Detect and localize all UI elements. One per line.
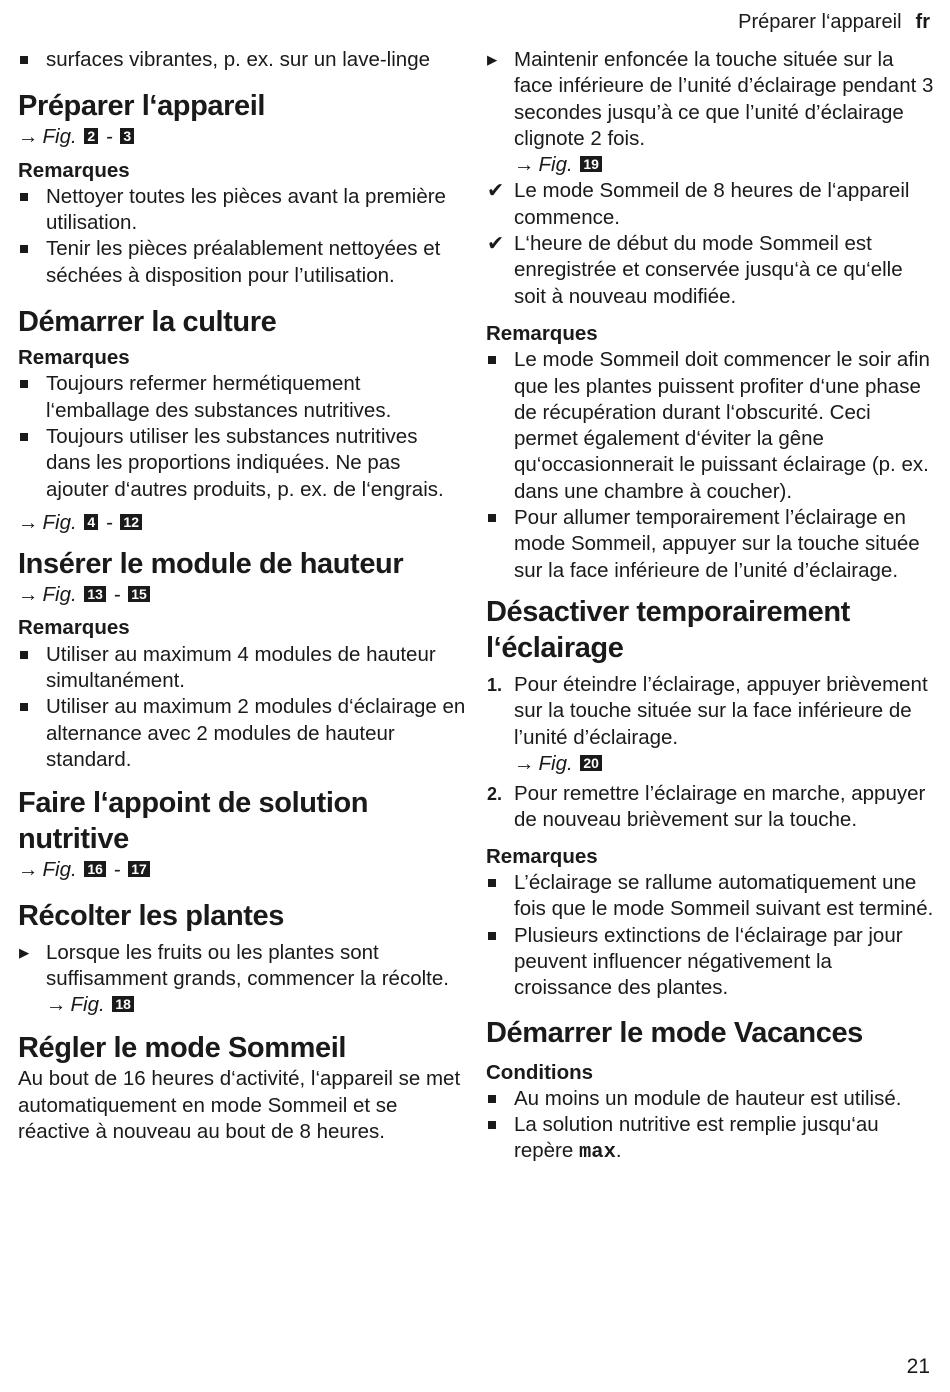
section-title-inserer-module: Insérer le module de hauteur <box>18 548 404 581</box>
list-item: Le mode Sommeil doit commencer le soir afin que les plantes puissent profiter d‘une phase de récupération durant l‘obscurité. Ceci permet également d‘éviter la gêne qu‘occasionnerait le puissant éclairage (p. ex. dans une chambre à coucher). <box>486 347 934 505</box>
fig-reference: → Fig. 2 - 3 <box>18 124 466 150</box>
fig-number: 13 <box>84 586 106 602</box>
conditions-list <box>486 1086 934 1167</box>
list-item: Nettoyer toutes les pièces avant la première utilisation. <box>18 184 466 237</box>
list-item: 2. Pour remettre l’éclairage en marche, appuyer de nouveau brièvement sur la touche. <box>487 782 926 832</box>
fig-reference: → Fig. 4 - 12 <box>18 510 466 536</box>
results-list <box>486 178 934 309</box>
numbered-steps <box>486 781 934 834</box>
remarks-list <box>18 371 466 502</box>
list-item: Au moins un module de hauteur est utilisé. <box>486 1086 934 1112</box>
remarks-list <box>18 184 466 289</box>
list-item: Utiliser au maximum 4 modules de hauteur simultanément. <box>18 642 466 695</box>
arrow-right-icon: → <box>18 510 39 534</box>
arrow-right-icon: → <box>46 993 67 1017</box>
list-item: Pour allumer temporairement l’éclairage en mode Sommeil, appuyer sur la touche située sur la face inférieure de l’unité d’éclairage. <box>486 505 934 584</box>
fig-number: 18 <box>112 996 134 1012</box>
arrow-right-icon: → <box>18 583 39 607</box>
section-title-vacances: Démarrer le mode Vacances <box>486 1016 863 1049</box>
section-title-regler-sommeil: Régler le mode Sommeil <box>18 1032 347 1065</box>
remarks-list <box>486 870 934 1001</box>
intro-list <box>18 47 466 73</box>
arrow-right-icon: → <box>514 153 535 177</box>
fig-reference: → Fig. 13 - 15 <box>18 582 466 608</box>
left-column <box>18 47 466 1145</box>
list-item: Toujours utiliser les substances nutritives dans les proportions indiquées. Ne pas ajouter d‘autres produits, p. ex. de l‘engrais. <box>18 424 466 503</box>
body-text: Au bout de 16 heures d‘activité, l‘appareil se met automatiquement en mode Sommeil et se réactive à nouveau au bout de 8 heures. <box>18 1067 461 1144</box>
list-item: 1. Pour éteindre l’éclairage, appuyer brièvement sur la touche située sur la face inférieure de l’unité d’éclairage. <box>487 672 928 749</box>
fig-number: 17 <box>128 861 150 877</box>
list-item: Utiliser au maximum 2 modules d‘éclairage en alternance avec 2 modules de hauteur standard. <box>18 694 466 773</box>
fig-reference: → Fig. 18 <box>18 992 466 1018</box>
triangle-right-icon: ▸ <box>487 48 498 71</box>
remarks-label: Remarques <box>18 346 130 370</box>
list-item: ✔ Le mode Sommeil de 8 heures de l‘appareil commence. <box>487 179 910 229</box>
fig-reference: → Fig. 16 - 17 <box>18 857 466 883</box>
triangle-right-icon: ▸ <box>19 940 30 964</box>
list-item: La solution nutritive est remplie jusqu‘au repère max. <box>486 1112 934 1167</box>
list-item: Tenir les pièces préalablement nettoyées et séchées à disposition pour l’utilisation. <box>18 236 466 289</box>
section-title-desactiver: Désactiver temporairement l‘éclairage <box>486 595 850 664</box>
section-title-preparer: Préparer l‘appareil <box>18 90 266 123</box>
remarks-label: Remarques <box>18 616 130 640</box>
remarks-list <box>486 347 934 584</box>
list-item: ✔ L‘heure de début du mode Sommeil est enregistrée et conservée jusqu‘à ce qu‘elle soit à nouveau modifiée. <box>487 232 903 308</box>
list-item: Toujours refermer hermétiquement l‘emballage des substances nutritives. <box>18 371 466 424</box>
checkmark-icon: ✔ <box>487 232 505 256</box>
arrow-right-icon: → <box>18 858 39 882</box>
numbered-steps <box>486 672 934 751</box>
remarks-label: Remarques <box>486 321 598 345</box>
list-item: surfaces vibrantes, p. ex. sur un lave-linge <box>18 47 466 73</box>
arrow-right-icon: → <box>18 125 39 149</box>
list-item: ▸ Lorsque les fruits ou les plantes sont suffisamment grands, commencer la récolte. <box>19 940 449 990</box>
fig-number: 20 <box>580 755 602 771</box>
checkmark-icon: ✔ <box>487 179 505 203</box>
list-item: Plusieurs extinctions de l‘éclairage par jour peuvent influencer négativement la croissance des plantes. <box>486 923 934 1002</box>
section-title-faire-appoint: Faire l‘appoint de solution nutritive <box>18 787 369 856</box>
fig-reference: → Fig. 20 <box>486 751 934 777</box>
steps-list <box>18 940 466 993</box>
fig-reference: → Fig. 19 <box>486 152 934 178</box>
page-number: 21 <box>906 1354 930 1378</box>
fig-number: 19 <box>580 156 602 172</box>
fig-number: 15 <box>128 586 150 602</box>
fig-number: 12 <box>120 514 142 530</box>
list-item: ▸ Maintenir enfoncée la touche située sur la face inférieure de l’unité d’éclairage pendant 3 secondes jusqu’à ce que l’unité d’éclairage clignote 2 fois. <box>487 48 934 150</box>
remarks-label: Remarques <box>486 844 598 868</box>
fig-number: 16 <box>84 861 106 877</box>
conditions-label: Conditions <box>486 1060 594 1084</box>
right-column <box>486 47 934 1167</box>
fig-number: 2 <box>84 128 98 144</box>
fig-number: 4 <box>84 514 98 530</box>
steps-list <box>486 47 934 152</box>
section-title-recolter: Récolter les plantes <box>18 899 284 932</box>
header-title: Préparer l‘appareil <box>738 11 902 33</box>
fig-number: 3 <box>120 128 134 144</box>
max-marker: max <box>578 1141 616 1165</box>
list-item: L’éclairage se rallume automatiquement une fois que le mode Sommeil suivant est terminé. <box>486 870 934 923</box>
remarks-list <box>18 642 466 773</box>
running-header <box>738 9 930 35</box>
language-tag: fr <box>915 11 930 33</box>
section-title-demarrer-culture: Démarrer la culture <box>18 306 277 339</box>
arrow-right-icon: → <box>514 751 535 775</box>
remarks-label: Remarques <box>18 158 130 182</box>
